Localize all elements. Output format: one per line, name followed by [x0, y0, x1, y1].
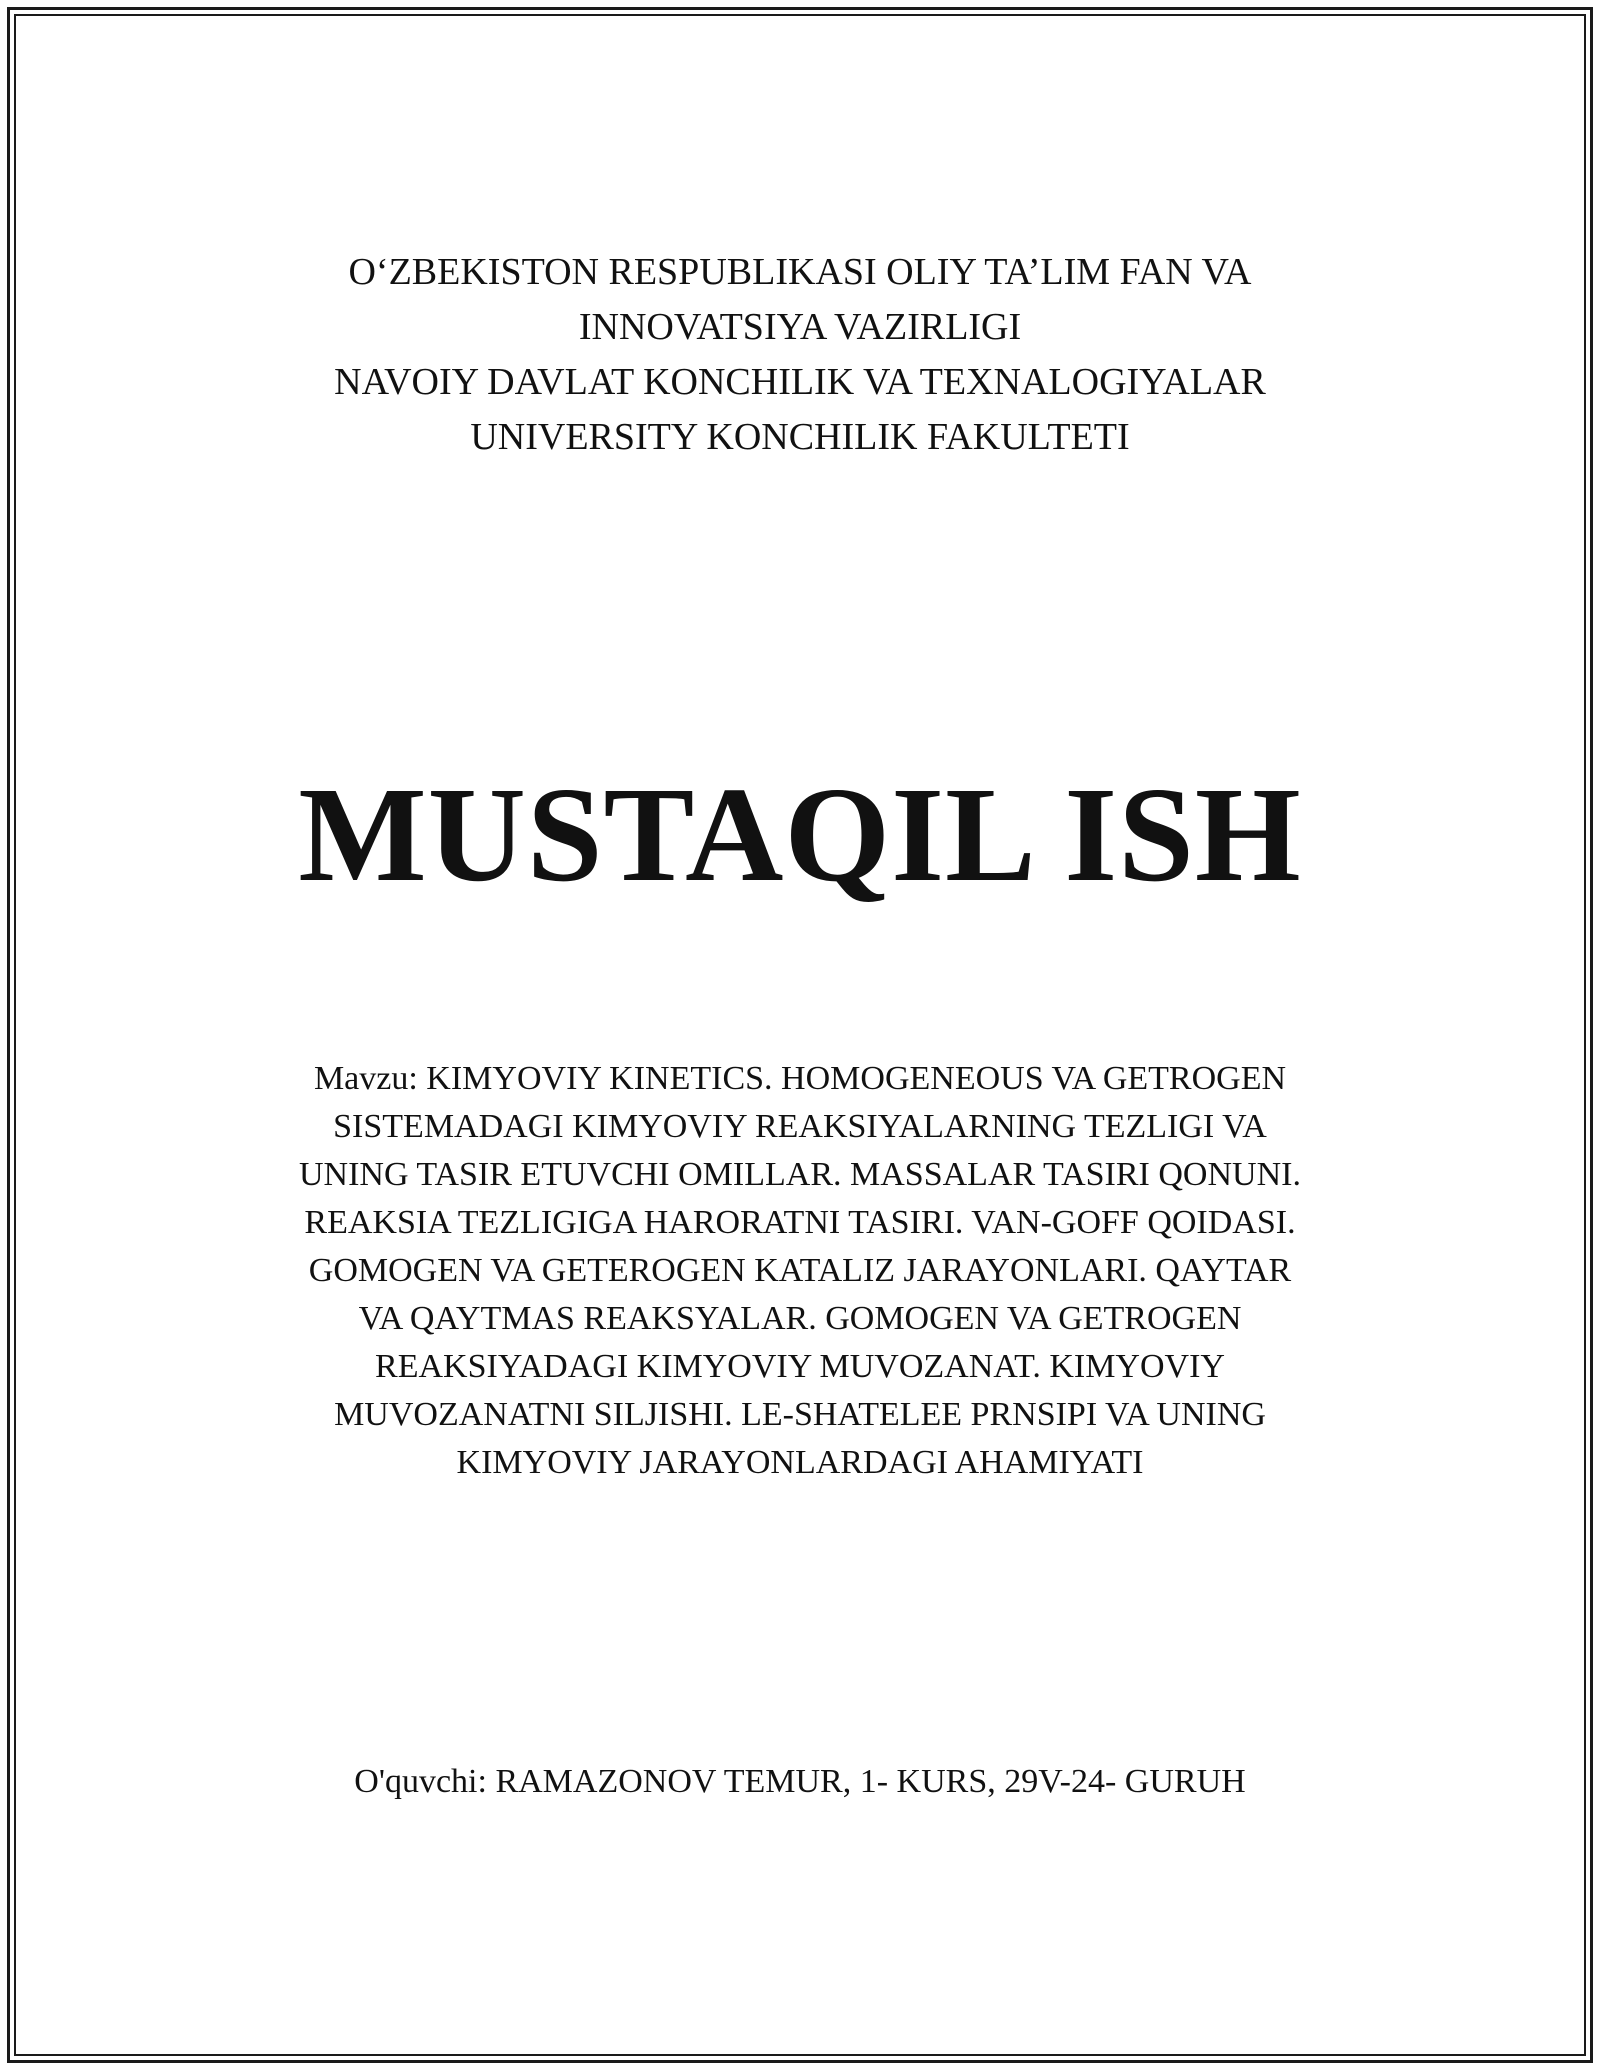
- topic-line: UNING TASIR ETUVCHI OMILLAR. MASSALAR TASIRI QONUNI.: [299, 1156, 1301, 1193]
- header-line: O‘ZBEKISTON RESPUBLIKASI OLIY TA’LIM FAN VA: [348, 251, 1252, 293]
- topic-line: MUVOZANATNI SILJISHI. LE-SHATELEE PRNSIPI VA UNING: [334, 1396, 1266, 1433]
- header-line: INNOVATSIYA VAZIRLIGI: [578, 306, 1022, 348]
- institution-header: [0, 245, 1600, 465]
- topic-line: SISTEMADAGI KIMYOVIY REAKSIYALARNING TEZLIGI VA: [333, 1108, 1267, 1145]
- header-line: NAVOIY DAVLAT KONCHILIK VA TEXNALOGIYALAR: [334, 361, 1266, 403]
- document-title: MUSTAQIL ISH: [298, 760, 1302, 910]
- topic-line: VA QAYTMAS REAKSYALAR. GOMOGEN VA GETROGEN: [358, 1300, 1242, 1337]
- topic-block: [0, 1055, 1600, 1487]
- topic-line: GOMOGEN VA GETEROGEN KATALIZ JARAYONLARI. QAYTAR: [308, 1252, 1292, 1289]
- student-info: O'quvchi: RAMAZONOV TEMUR, 1- KURS, 29V-24- GURUH: [354, 1763, 1246, 1800]
- header-line: UNIVERSITY KONCHILIK FAKULTETI: [470, 416, 1130, 458]
- topic-line: Mavzu: KIMYOVIY KINETICS. HOMOGENEOUS VA GETROGEN: [313, 1060, 1287, 1097]
- topic-line: KIMYOVIY JARAYONLARDAGI AHAMIYATI: [456, 1444, 1144, 1481]
- topic-line: REAKSIYADAGI KIMYOVIY MUVOZANAT. KIMYOVIY: [375, 1348, 1225, 1385]
- topic-line: REAKSIA TEZLIGIGA HARORATNI TASIRI. VAN-GOFF QOIDASI.: [304, 1204, 1296, 1241]
